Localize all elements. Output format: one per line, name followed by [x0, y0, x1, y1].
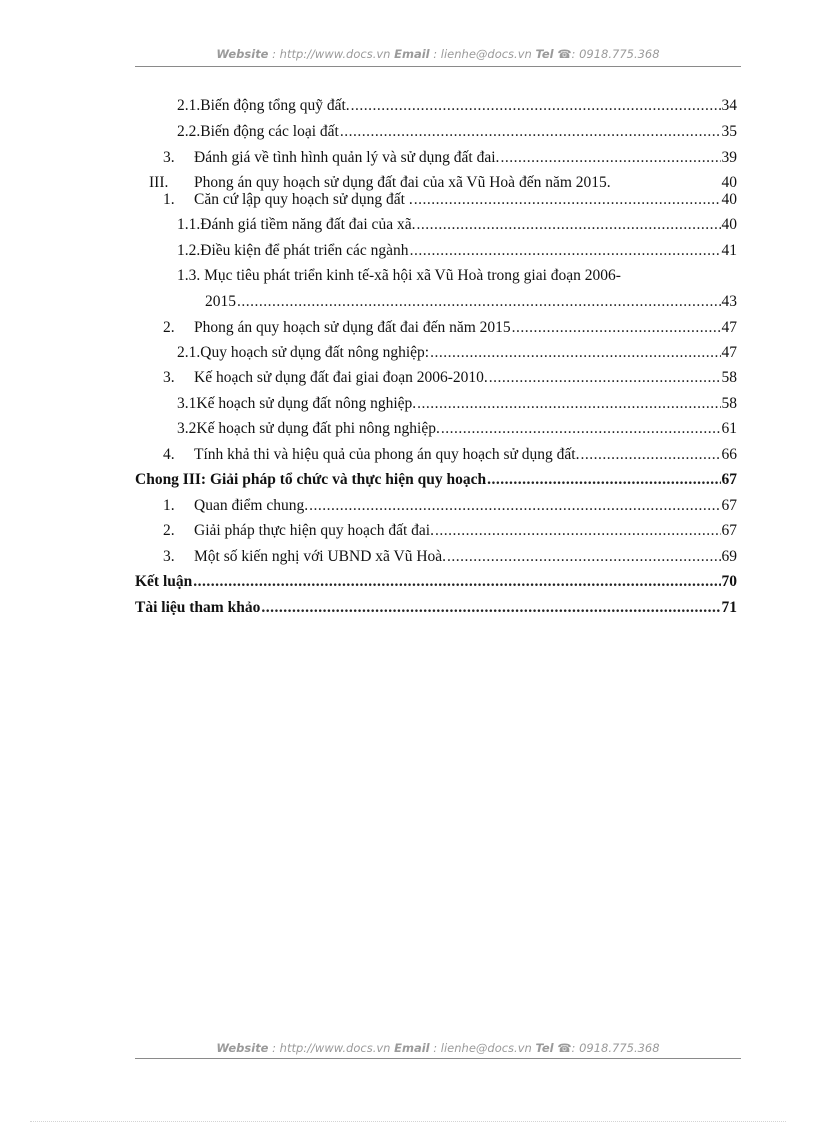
dot-leader	[580, 446, 720, 464]
header-website-url: : http://www.docs.vn	[268, 47, 395, 61]
header-email-label: Email	[394, 47, 430, 61]
toc-entry-title: Phong án quy hoạch sử dụng đất đai đến năm 2015	[194, 319, 511, 336]
toc-entry-title: Mục tiêu phát triển kinh tế-xã hội xã Vũ Hoà trong giai đoạn 2006-	[200, 267, 621, 284]
toc-entry-title: Tính khả thi và hiệu quả của phong án quy hoạch sử dụng đất.	[194, 446, 580, 463]
footer-rule	[135, 1058, 741, 1059]
toc-entry-number: 3.2	[177, 420, 197, 437]
toc-chapter-entry	[135, 471, 737, 489]
toc-entry	[177, 97, 737, 115]
footer-tel-label: Tel	[535, 1041, 554, 1055]
toc-entry-page: 39	[721, 149, 737, 166]
toc-entry-number: 2.1.	[177, 97, 201, 114]
toc-entry-number: 3.1	[177, 395, 197, 412]
page-footer	[135, 1041, 741, 1055]
toc-entry-number: 2.2.	[177, 123, 201, 140]
footer-email-label: Email	[394, 1041, 430, 1055]
toc-entry	[163, 191, 737, 209]
dot-leader	[435, 522, 721, 540]
toc-entry-page: 58	[721, 395, 737, 412]
toc-entry-page: 41	[721, 242, 737, 259]
toc-entry-title: Quy hoạch sử dụng đất nông nghiệp:	[200, 344, 430, 361]
toc-entry	[163, 497, 737, 515]
toc-entry-number: 1.	[163, 191, 175, 208]
toc-entry-title: Giải pháp thực hiện quy hoạch đất đai.	[194, 522, 434, 539]
toc-entry-number: 3.	[163, 548, 175, 565]
toc-entry-number: 3.	[163, 149, 175, 166]
toc-entry-first-line	[177, 267, 621, 285]
toc-entry-title: Kế hoạch sử dụng đất phi nông nghiệp.	[196, 420, 440, 437]
toc-entry-title: Một số kiến nghị với UBND xã Vũ Hoà.	[194, 548, 447, 565]
toc-entry-title-continuation: 2015	[205, 293, 236, 310]
toc-entry-number: 1.1.	[177, 216, 201, 233]
toc-entry-number: 2.1.	[177, 344, 201, 361]
toc-entry-page: 71	[721, 599, 737, 616]
toc-entry	[177, 420, 737, 438]
dot-leader	[193, 573, 720, 591]
toc-entry-section	[149, 174, 737, 192]
dot-leader	[261, 599, 720, 617]
dot-leader	[430, 344, 720, 362]
toc-entry-page: 47	[721, 319, 737, 336]
toc-entry-number: III.	[149, 174, 169, 191]
dot-leader	[237, 293, 721, 311]
toc-entry-page: 67	[721, 497, 737, 514]
toc-entry-page: 43	[721, 293, 737, 310]
header-email-address: : lienhe@docs.vn	[429, 47, 536, 61]
toc-entry	[163, 319, 737, 337]
toc-entry-title: Kế hoạch sử dụng đất đai giai đoạn 2006-2010.	[194, 369, 488, 386]
dot-leader	[489, 369, 721, 387]
footer-website-label: Website	[216, 1041, 269, 1055]
dot-leader	[487, 471, 720, 489]
page-bottom-border	[30, 1121, 786, 1122]
toc-entry-title: Biến động tổng quỹ đất.	[200, 97, 350, 114]
toc-entry	[163, 369, 737, 387]
toc-entry	[163, 149, 737, 167]
toc-entry-page: 40	[721, 191, 737, 208]
toc-entry-page: 40	[721, 174, 737, 191]
toc-entry	[177, 216, 737, 234]
toc-entry-page: 67	[721, 471, 737, 488]
header-tel-number: : 0918.775.368	[571, 47, 660, 61]
phone-icon: ☎	[557, 1041, 572, 1055]
toc-entry-title: Chong III: Giải pháp tổ chức và thực hiện quy hoạch	[135, 471, 487, 488]
toc-entry-title: Quan điểm chung.	[194, 497, 309, 514]
footer-email-address: : lienhe@docs.vn	[429, 1041, 536, 1055]
toc-entry	[177, 123, 737, 141]
toc-entry-number: 1.2.	[177, 242, 201, 259]
toc-entry-title: Đánh giá về tình hình quản lý và sử dụng đất đai.	[194, 149, 500, 166]
dot-leader	[414, 191, 721, 209]
toc-entry-page: 47	[721, 344, 737, 361]
toc-entry	[177, 242, 737, 260]
dot-leader	[351, 97, 721, 115]
toc-chapter-entry	[135, 599, 737, 617]
toc-entry-page: 40	[721, 216, 737, 233]
dot-leader	[447, 548, 720, 566]
toc-entry-title: Biến động các loại đất	[200, 123, 339, 140]
dot-leader	[410, 242, 721, 260]
dot-leader	[416, 216, 720, 234]
dot-leader	[500, 149, 720, 167]
toc-chapter-entry	[135, 573, 737, 591]
toc-entry-number: 2.	[163, 522, 175, 539]
toc-entry-page: 66	[721, 446, 737, 463]
toc-entry-number: 3.	[163, 369, 175, 386]
toc-entry-number: 4.	[163, 446, 175, 463]
toc-entry-number: 2.	[163, 319, 175, 336]
toc-entry-number: 1.3.	[177, 267, 201, 284]
dot-leader	[340, 123, 721, 141]
toc-entry-title: Kế hoạch sử dụng đất nông nghiệp.	[196, 395, 417, 412]
toc-entry-continuation	[205, 293, 737, 311]
toc-entry-title: Đánh giá tiềm năng đất đai của xã.	[200, 216, 416, 233]
toc-entry	[163, 522, 737, 540]
toc-entry-title: Kết luận	[135, 573, 193, 590]
toc-entry-page: 34	[721, 97, 737, 114]
footer-tel-number: : 0918.775.368	[571, 1041, 660, 1055]
dot-leader	[441, 420, 721, 438]
toc-entry-title: Tài liệu tham khảo	[135, 599, 261, 616]
phone-icon: ☎	[557, 47, 572, 61]
toc-entry-number: 1.	[163, 497, 175, 514]
header-tel-label: Tel	[535, 47, 554, 61]
toc-entry-title: Điều kiện để phát triển các ngành	[200, 242, 409, 259]
footer-website-url: : http://www.docs.vn	[268, 1041, 395, 1055]
toc-entry-page: 58	[721, 369, 737, 386]
toc-entry-title: Phong án quy hoạch sử dụng đất đai của xã Vũ Hoà đến năm 2015.	[194, 174, 611, 191]
toc-entry-title: Căn cứ lập quy hoạch sử dụng đất .	[194, 191, 413, 208]
toc-entry	[163, 446, 737, 464]
toc-entry-page: 35	[721, 123, 737, 140]
toc-entry-page: 67	[721, 522, 737, 539]
toc-entry-page: 70	[721, 573, 737, 590]
dot-leader	[309, 497, 720, 515]
dot-leader	[512, 319, 721, 337]
header-website-label: Website	[216, 47, 269, 61]
toc-entry	[177, 344, 737, 362]
toc-entry	[177, 395, 737, 413]
toc-entry	[163, 548, 737, 566]
toc-entry-page: 61	[721, 420, 737, 437]
toc-entry-page: 69	[721, 548, 737, 565]
dot-leader	[417, 395, 720, 413]
